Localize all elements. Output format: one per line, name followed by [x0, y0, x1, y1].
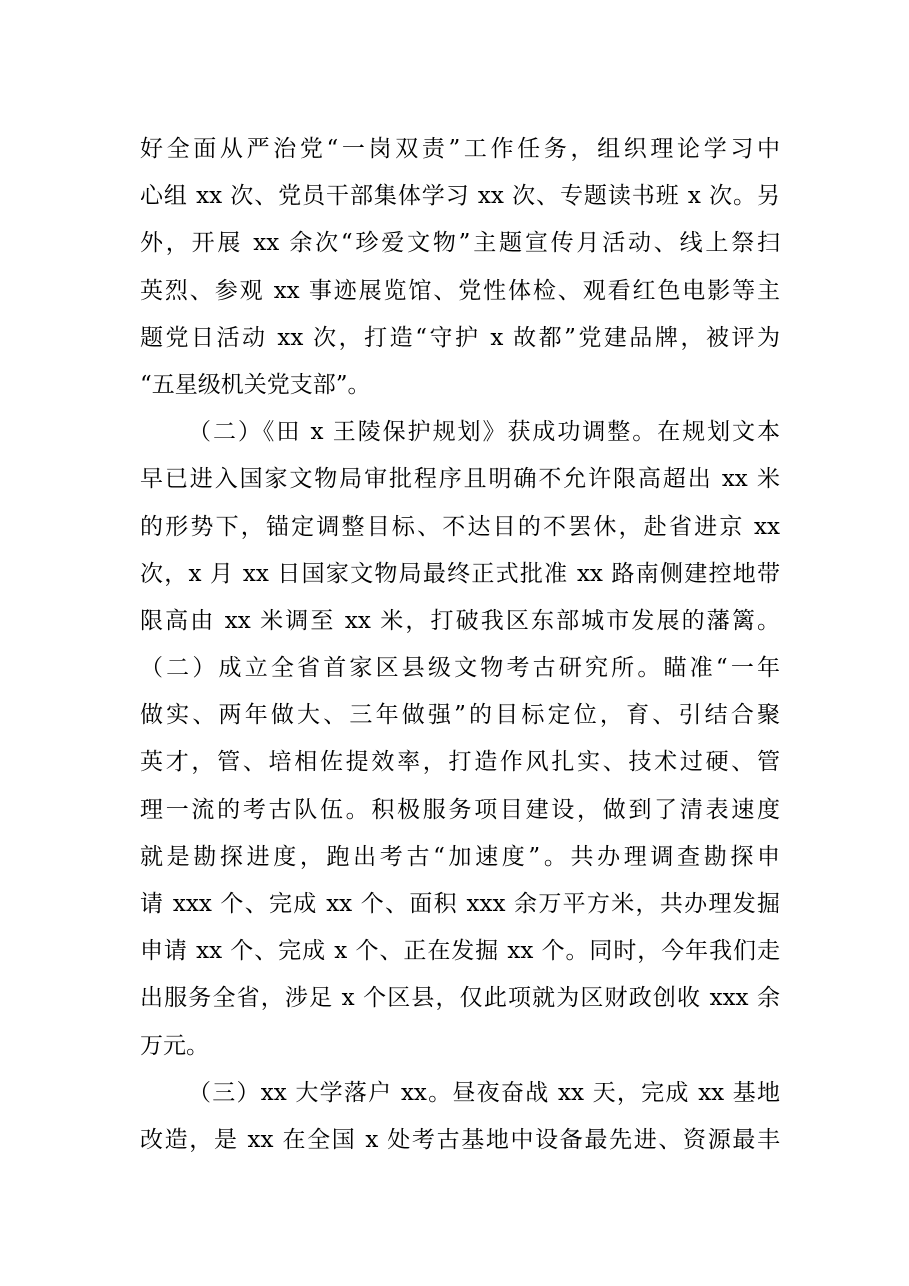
text-line: 心组 xx 次、党员干部集体学习 xx 次、专题读书班 x 次。另: [140, 183, 780, 210]
text-line: 早已进入国家文物局审批程序且明确不允许限高超出 xx 米: [140, 466, 780, 493]
text-line: 申请 xx 个、完成 x 个、正在发掘 xx 个。同时，今年我们走: [140, 938, 780, 965]
text-line: 出服务全省，涉足 x 个区县，仅此项就为区财政创收 xxx 余: [140, 985, 780, 1012]
paragraph-heading-line: （二）《田 x 王陵保护规划》获成功调整。在规划文本: [188, 419, 780, 446]
text-line: 万元。: [140, 1032, 209, 1059]
text-line: 次，x 月 xx 日国家文物局最终正式批准 xx 路南侧建控地带: [140, 560, 780, 587]
text-line: 做实、两年做大、三年做强”的目标定位，育、引结合聚: [140, 702, 780, 729]
text-line: 的形势下，锚定调整目标、不达目的不罢休，赴省进京 xx: [140, 513, 780, 540]
text-line: 英才，管、培相佐提效率，打造作风扎实、技术过硬、管: [140, 749, 780, 776]
text-line: 就是勘探进度，跑出考古“加速度”。共办理调查勘探申: [140, 843, 780, 870]
text-line: “五星级机关党支部”。: [140, 371, 371, 398]
body-text: [140, 126, 780, 1164]
text-line: 改造，是 xx 在全国 x 处考古基地中设备最先进、资源最丰: [140, 1126, 780, 1153]
text-line: 外，开展 xx 余次“珍爱文物”主题宣传月活动、线上祭扫: [140, 230, 780, 257]
paragraph-heading-line: （二）成立全省首家区县级文物考古研究所。瞄准“一年: [140, 655, 780, 682]
text-line: 英烈、参观 xx 事迹展览馆、党性体检、观看红色电影等主: [140, 277, 780, 304]
text-line: 理一流的考古队伍。积极服务项目建设，做到了清表速度: [140, 796, 780, 823]
text-line: 限高由 xx 米调至 xx 米，打破我区东部城市发展的藩篱。: [140, 607, 780, 634]
paragraph-heading-line: （三）xx 大学落户 xx。昼夜奋战 xx 天，完成 xx 基地: [188, 1079, 780, 1106]
text-line: 请 xxx 个、完成 xx 个、面积 xxx 余万平方米，共办理发掘: [140, 891, 780, 917]
text-line: 题党日活动 xx 次，打造“守护 x 故都”党建品牌，被评为: [140, 324, 780, 351]
text-line: 好全面从严治党“一岗双责”工作任务，组织理论学习中: [140, 136, 780, 162]
